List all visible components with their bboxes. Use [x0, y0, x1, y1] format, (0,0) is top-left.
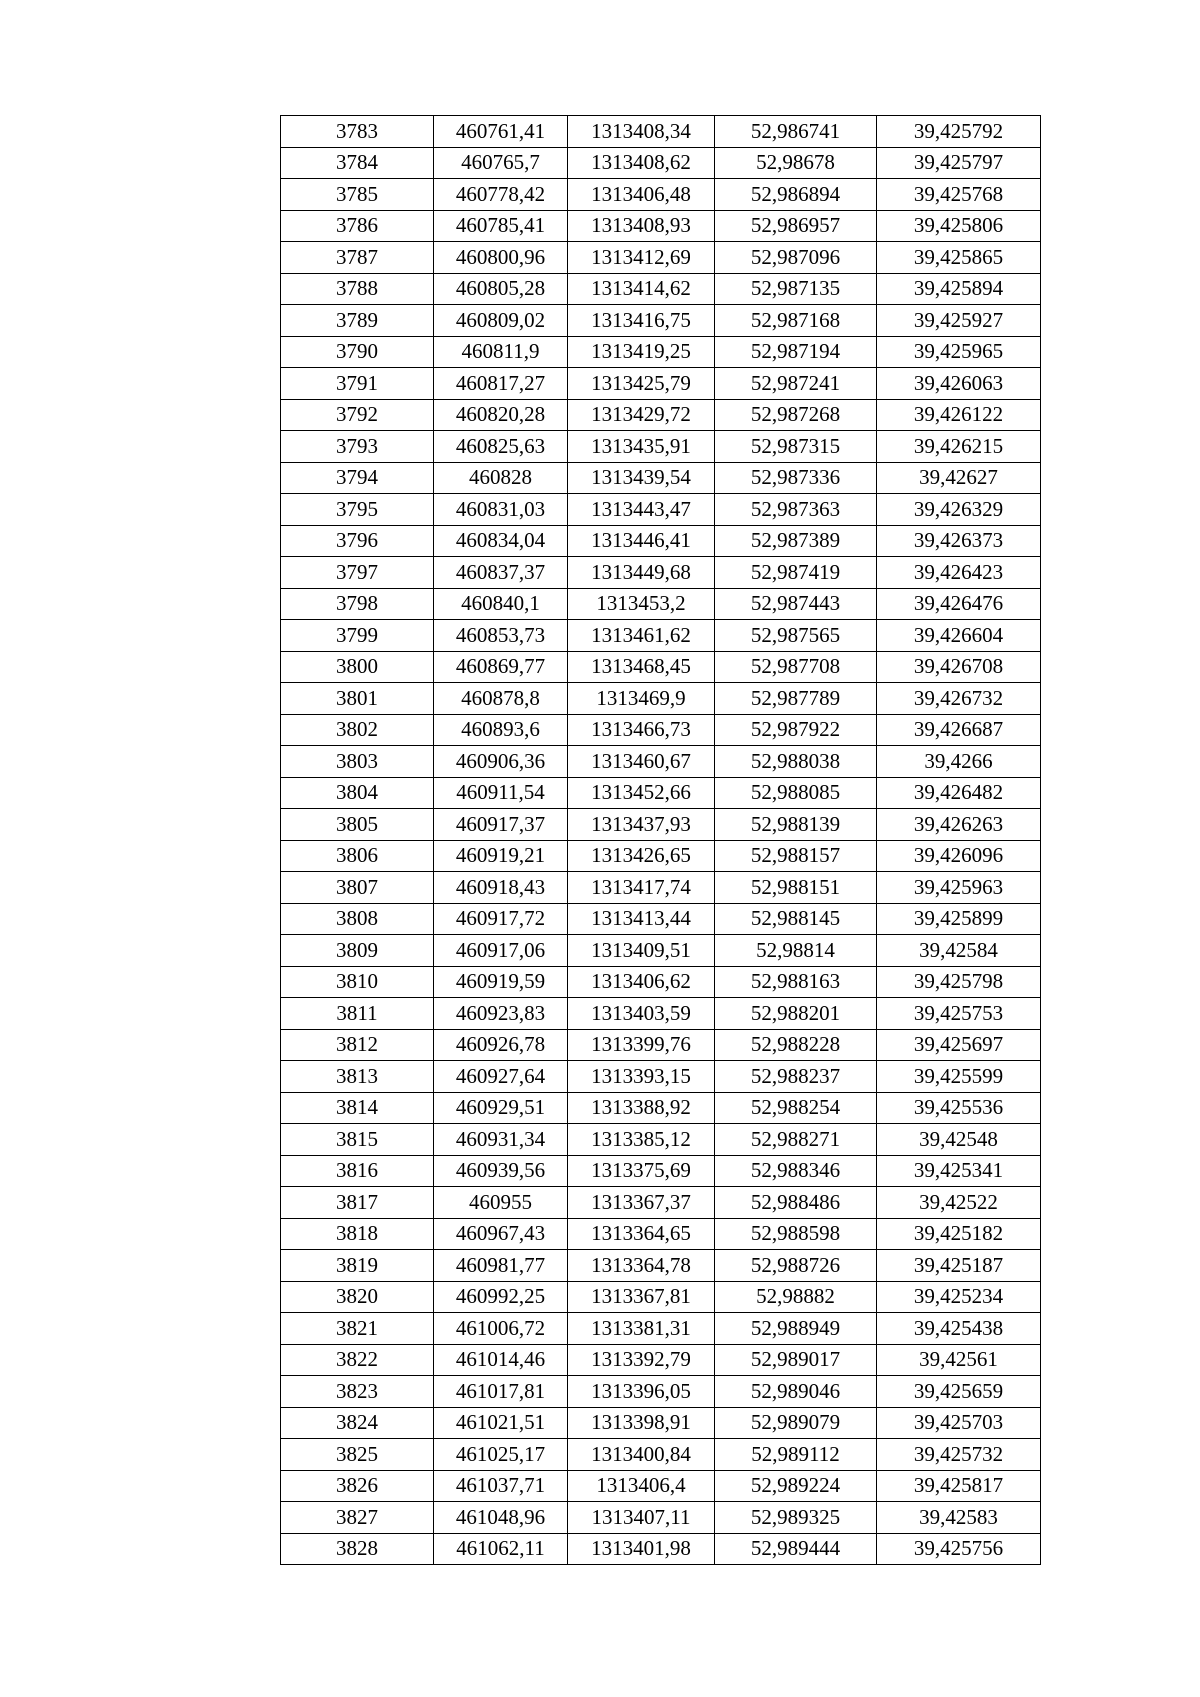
table-row — [281, 903, 1041, 935]
x-coordinate-cell: 460785,41 — [434, 210, 568, 242]
longitude-cell: 39,425768 — [877, 179, 1041, 211]
table-row — [281, 368, 1041, 400]
y-coordinate-cell: 1313425,79 — [568, 368, 715, 400]
longitude-cell: 39,425806 — [877, 210, 1041, 242]
table-row — [281, 1124, 1041, 1156]
longitude-cell: 39,425899 — [877, 903, 1041, 935]
y-coordinate-cell: 1313468,45 — [568, 651, 715, 683]
y-coordinate-cell: 1313452,66 — [568, 777, 715, 809]
y-coordinate-cell: 1313416,75 — [568, 305, 715, 337]
point-number-cell: 3824 — [281, 1407, 434, 1439]
longitude-cell: 39,425732 — [877, 1439, 1041, 1471]
point-number-cell: 3817 — [281, 1187, 434, 1219]
point-number-cell: 3825 — [281, 1439, 434, 1471]
latitude-cell: 52,988228 — [715, 1029, 877, 1061]
x-coordinate-cell: 460761,41 — [434, 116, 568, 148]
point-number-cell: 3803 — [281, 746, 434, 778]
point-number-cell: 3818 — [281, 1218, 434, 1250]
latitude-cell: 52,987241 — [715, 368, 877, 400]
x-coordinate-cell: 460834,04 — [434, 525, 568, 557]
y-coordinate-cell: 1313443,47 — [568, 494, 715, 526]
y-coordinate-cell: 1313375,69 — [568, 1155, 715, 1187]
longitude-cell: 39,426329 — [877, 494, 1041, 526]
table-row — [281, 336, 1041, 368]
latitude-cell: 52,988598 — [715, 1218, 877, 1250]
table-row — [281, 620, 1041, 652]
y-coordinate-cell: 1313407,11 — [568, 1502, 715, 1534]
longitude-cell: 39,426423 — [877, 557, 1041, 589]
longitude-cell: 39,42627 — [877, 462, 1041, 494]
point-number-cell: 3795 — [281, 494, 434, 526]
table-row — [281, 1187, 1041, 1219]
latitude-cell: 52,98814 — [715, 935, 877, 967]
point-number-cell: 3819 — [281, 1250, 434, 1282]
y-coordinate-cell: 1313435,91 — [568, 431, 715, 463]
x-coordinate-cell: 461006,72 — [434, 1313, 568, 1345]
x-coordinate-cell: 460992,25 — [434, 1281, 568, 1313]
latitude-cell: 52,987096 — [715, 242, 877, 274]
x-coordinate-cell: 460955 — [434, 1187, 568, 1219]
point-number-cell: 3810 — [281, 966, 434, 998]
y-coordinate-cell: 1313367,37 — [568, 1187, 715, 1219]
x-coordinate-cell: 461048,96 — [434, 1502, 568, 1534]
latitude-cell: 52,987708 — [715, 651, 877, 683]
y-coordinate-cell: 1313399,76 — [568, 1029, 715, 1061]
coordinates-table-body — [281, 116, 1041, 1565]
longitude-cell: 39,425438 — [877, 1313, 1041, 1345]
latitude-cell: 52,987168 — [715, 305, 877, 337]
latitude-cell: 52,988346 — [715, 1155, 877, 1187]
y-coordinate-cell: 1313461,62 — [568, 620, 715, 652]
point-number-cell: 3814 — [281, 1092, 434, 1124]
point-number-cell: 3790 — [281, 336, 434, 368]
y-coordinate-cell: 1313426,65 — [568, 840, 715, 872]
point-number-cell: 3796 — [281, 525, 434, 557]
point-number-cell: 3788 — [281, 273, 434, 305]
y-coordinate-cell: 1313406,4 — [568, 1470, 715, 1502]
latitude-cell: 52,98882 — [715, 1281, 877, 1313]
latitude-cell: 52,987389 — [715, 525, 877, 557]
latitude-cell: 52,988486 — [715, 1187, 877, 1219]
x-coordinate-cell: 460926,78 — [434, 1029, 568, 1061]
table-row — [281, 1029, 1041, 1061]
table-row — [281, 966, 1041, 998]
point-number-cell: 3794 — [281, 462, 434, 494]
point-number-cell: 3812 — [281, 1029, 434, 1061]
latitude-cell: 52,987363 — [715, 494, 877, 526]
longitude-cell: 39,425798 — [877, 966, 1041, 998]
point-number-cell: 3813 — [281, 1061, 434, 1093]
table-row — [281, 1344, 1041, 1376]
table-row — [281, 525, 1041, 557]
point-number-cell: 3789 — [281, 305, 434, 337]
latitude-cell: 52,989444 — [715, 1533, 877, 1565]
longitude-cell: 39,426482 — [877, 777, 1041, 809]
y-coordinate-cell: 1313396,05 — [568, 1376, 715, 1408]
table-row — [281, 1313, 1041, 1345]
y-coordinate-cell: 1313406,62 — [568, 966, 715, 998]
y-coordinate-cell: 1313417,74 — [568, 872, 715, 904]
x-coordinate-cell: 460837,37 — [434, 557, 568, 589]
x-coordinate-cell: 460825,63 — [434, 431, 568, 463]
x-coordinate-cell: 460939,56 — [434, 1155, 568, 1187]
longitude-cell: 39,426708 — [877, 651, 1041, 683]
point-number-cell: 3799 — [281, 620, 434, 652]
table-row — [281, 273, 1041, 305]
latitude-cell: 52,987268 — [715, 399, 877, 431]
latitude-cell: 52,989017 — [715, 1344, 877, 1376]
table-row — [281, 1061, 1041, 1093]
longitude-cell: 39,426263 — [877, 809, 1041, 841]
x-coordinate-cell: 460778,42 — [434, 179, 568, 211]
point-number-cell: 3804 — [281, 777, 434, 809]
y-coordinate-cell: 1313406,48 — [568, 179, 715, 211]
x-coordinate-cell: 461062,11 — [434, 1533, 568, 1565]
point-number-cell: 3793 — [281, 431, 434, 463]
point-number-cell: 3828 — [281, 1533, 434, 1565]
table-row — [281, 1502, 1041, 1534]
table-row — [281, 1439, 1041, 1471]
y-coordinate-cell: 1313367,81 — [568, 1281, 715, 1313]
table-row — [281, 210, 1041, 242]
point-number-cell: 3783 — [281, 116, 434, 148]
point-number-cell: 3798 — [281, 588, 434, 620]
longitude-cell: 39,42548 — [877, 1124, 1041, 1156]
table-row — [281, 116, 1041, 148]
latitude-cell: 52,987194 — [715, 336, 877, 368]
x-coordinate-cell: 460878,8 — [434, 683, 568, 715]
latitude-cell: 52,988038 — [715, 746, 877, 778]
table-row — [281, 1155, 1041, 1187]
table-row — [281, 462, 1041, 494]
point-number-cell: 3802 — [281, 714, 434, 746]
x-coordinate-cell: 460840,1 — [434, 588, 568, 620]
x-coordinate-cell: 461017,81 — [434, 1376, 568, 1408]
latitude-cell: 52,988201 — [715, 998, 877, 1030]
latitude-cell: 52,987419 — [715, 557, 877, 589]
table-row — [281, 399, 1041, 431]
x-coordinate-cell: 460811,9 — [434, 336, 568, 368]
point-number-cell: 3827 — [281, 1502, 434, 1534]
y-coordinate-cell: 1313388,92 — [568, 1092, 715, 1124]
point-number-cell: 3786 — [281, 210, 434, 242]
latitude-cell: 52,988163 — [715, 966, 877, 998]
longitude-cell: 39,426604 — [877, 620, 1041, 652]
y-coordinate-cell: 1313414,62 — [568, 273, 715, 305]
latitude-cell: 52,989325 — [715, 1502, 877, 1534]
latitude-cell: 52,986741 — [715, 116, 877, 148]
point-number-cell: 3811 — [281, 998, 434, 1030]
latitude-cell: 52,988726 — [715, 1250, 877, 1282]
longitude-cell: 39,426096 — [877, 840, 1041, 872]
longitude-cell: 39,425792 — [877, 116, 1041, 148]
latitude-cell: 52,987565 — [715, 620, 877, 652]
x-coordinate-cell: 460918,43 — [434, 872, 568, 904]
longitude-cell: 39,425965 — [877, 336, 1041, 368]
table-row — [281, 746, 1041, 778]
point-number-cell: 3787 — [281, 242, 434, 274]
y-coordinate-cell: 1313364,65 — [568, 1218, 715, 1250]
longitude-cell: 39,425756 — [877, 1533, 1041, 1565]
table-row — [281, 242, 1041, 274]
x-coordinate-cell: 461037,71 — [434, 1470, 568, 1502]
y-coordinate-cell: 1313419,25 — [568, 336, 715, 368]
latitude-cell: 52,987922 — [715, 714, 877, 746]
x-coordinate-cell: 460911,54 — [434, 777, 568, 809]
y-coordinate-cell: 1313403,59 — [568, 998, 715, 1030]
table-row — [281, 557, 1041, 589]
table-row — [281, 809, 1041, 841]
longitude-cell: 39,425599 — [877, 1061, 1041, 1093]
table-row — [281, 588, 1041, 620]
table-row — [281, 305, 1041, 337]
x-coordinate-cell: 460805,28 — [434, 273, 568, 305]
table-row — [281, 1376, 1041, 1408]
y-coordinate-cell: 1313439,54 — [568, 462, 715, 494]
y-coordinate-cell: 1313408,62 — [568, 147, 715, 179]
latitude-cell: 52,987336 — [715, 462, 877, 494]
latitude-cell: 52,988139 — [715, 809, 877, 841]
longitude-cell: 39,425182 — [877, 1218, 1041, 1250]
point-number-cell: 3816 — [281, 1155, 434, 1187]
y-coordinate-cell: 1313408,34 — [568, 116, 715, 148]
latitude-cell: 52,988949 — [715, 1313, 877, 1345]
latitude-cell: 52,987789 — [715, 683, 877, 715]
longitude-cell: 39,42561 — [877, 1344, 1041, 1376]
table-row — [281, 872, 1041, 904]
x-coordinate-cell: 460917,72 — [434, 903, 568, 935]
longitude-cell: 39,425963 — [877, 872, 1041, 904]
x-coordinate-cell: 460828 — [434, 462, 568, 494]
longitude-cell: 39,425697 — [877, 1029, 1041, 1061]
x-coordinate-cell: 460906,36 — [434, 746, 568, 778]
point-number-cell: 3807 — [281, 872, 434, 904]
y-coordinate-cell: 1313453,2 — [568, 588, 715, 620]
y-coordinate-cell: 1313392,79 — [568, 1344, 715, 1376]
longitude-cell: 39,425817 — [877, 1470, 1041, 1502]
longitude-cell: 39,425187 — [877, 1250, 1041, 1282]
y-coordinate-cell: 1313400,84 — [568, 1439, 715, 1471]
latitude-cell: 52,98678 — [715, 147, 877, 179]
x-coordinate-cell: 460919,21 — [434, 840, 568, 872]
x-coordinate-cell: 460820,28 — [434, 399, 568, 431]
latitude-cell: 52,988085 — [715, 777, 877, 809]
table-row — [281, 683, 1041, 715]
x-coordinate-cell: 460917,37 — [434, 809, 568, 841]
latitude-cell: 52,988157 — [715, 840, 877, 872]
table-row — [281, 1250, 1041, 1282]
point-number-cell: 3805 — [281, 809, 434, 841]
table-row — [281, 1218, 1041, 1250]
coordinates-table — [280, 115, 1041, 1565]
longitude-cell: 39,426122 — [877, 399, 1041, 431]
longitude-cell: 39,4266 — [877, 746, 1041, 778]
x-coordinate-cell: 460923,83 — [434, 998, 568, 1030]
longitude-cell: 39,426063 — [877, 368, 1041, 400]
table-row — [281, 494, 1041, 526]
longitude-cell: 39,425536 — [877, 1092, 1041, 1124]
longitude-cell: 39,426373 — [877, 525, 1041, 557]
longitude-cell: 39,42522 — [877, 1187, 1041, 1219]
x-coordinate-cell: 460800,96 — [434, 242, 568, 274]
longitude-cell: 39,42583 — [877, 1502, 1041, 1534]
y-coordinate-cell: 1313393,15 — [568, 1061, 715, 1093]
longitude-cell: 39,425797 — [877, 147, 1041, 179]
x-coordinate-cell: 460927,64 — [434, 1061, 568, 1093]
x-coordinate-cell: 460869,77 — [434, 651, 568, 683]
y-coordinate-cell: 1313409,51 — [568, 935, 715, 967]
longitude-cell: 39,425894 — [877, 273, 1041, 305]
point-number-cell: 3791 — [281, 368, 434, 400]
point-number-cell: 3797 — [281, 557, 434, 589]
table-row — [281, 714, 1041, 746]
y-coordinate-cell: 1313413,44 — [568, 903, 715, 935]
y-coordinate-cell: 1313398,91 — [568, 1407, 715, 1439]
table-row — [281, 840, 1041, 872]
x-coordinate-cell: 461025,17 — [434, 1439, 568, 1471]
longitude-cell: 39,426732 — [877, 683, 1041, 715]
x-coordinate-cell: 460929,51 — [434, 1092, 568, 1124]
table-row — [281, 1533, 1041, 1565]
point-number-cell: 3823 — [281, 1376, 434, 1408]
point-number-cell: 3826 — [281, 1470, 434, 1502]
x-coordinate-cell: 460931,34 — [434, 1124, 568, 1156]
table-row — [281, 147, 1041, 179]
table-row — [281, 777, 1041, 809]
x-coordinate-cell: 460893,6 — [434, 714, 568, 746]
longitude-cell: 39,425753 — [877, 998, 1041, 1030]
latitude-cell: 52,988151 — [715, 872, 877, 904]
table-row — [281, 179, 1041, 211]
latitude-cell: 52,988254 — [715, 1092, 877, 1124]
longitude-cell: 39,425703 — [877, 1407, 1041, 1439]
point-number-cell: 3800 — [281, 651, 434, 683]
latitude-cell: 52,989079 — [715, 1407, 877, 1439]
y-coordinate-cell: 1313449,68 — [568, 557, 715, 589]
y-coordinate-cell: 1313466,73 — [568, 714, 715, 746]
x-coordinate-cell: 460967,43 — [434, 1218, 568, 1250]
y-coordinate-cell: 1313469,9 — [568, 683, 715, 715]
x-coordinate-cell: 460765,7 — [434, 147, 568, 179]
table-row — [281, 1092, 1041, 1124]
latitude-cell: 52,989112 — [715, 1439, 877, 1471]
point-number-cell: 3784 — [281, 147, 434, 179]
longitude-cell: 39,426476 — [877, 588, 1041, 620]
x-coordinate-cell: 460853,73 — [434, 620, 568, 652]
latitude-cell: 52,986957 — [715, 210, 877, 242]
longitude-cell: 39,425234 — [877, 1281, 1041, 1313]
point-number-cell: 3785 — [281, 179, 434, 211]
y-coordinate-cell: 1313437,93 — [568, 809, 715, 841]
longitude-cell: 39,42584 — [877, 935, 1041, 967]
latitude-cell: 52,989046 — [715, 1376, 877, 1408]
longitude-cell: 39,426215 — [877, 431, 1041, 463]
table-row — [281, 1281, 1041, 1313]
x-coordinate-cell: 460809,02 — [434, 305, 568, 337]
latitude-cell: 52,987135 — [715, 273, 877, 305]
latitude-cell: 52,988237 — [715, 1061, 877, 1093]
point-number-cell: 3809 — [281, 935, 434, 967]
y-coordinate-cell: 1313364,78 — [568, 1250, 715, 1282]
y-coordinate-cell: 1313412,69 — [568, 242, 715, 274]
y-coordinate-cell: 1313446,41 — [568, 525, 715, 557]
y-coordinate-cell: 1313385,12 — [568, 1124, 715, 1156]
x-coordinate-cell: 461014,46 — [434, 1344, 568, 1376]
point-number-cell: 3822 — [281, 1344, 434, 1376]
latitude-cell: 52,987443 — [715, 588, 877, 620]
latitude-cell: 52,988145 — [715, 903, 877, 935]
table-row — [281, 651, 1041, 683]
longitude-cell: 39,425927 — [877, 305, 1041, 337]
table-row — [281, 935, 1041, 967]
table-row — [281, 998, 1041, 1030]
table-row — [281, 431, 1041, 463]
x-coordinate-cell: 460817,27 — [434, 368, 568, 400]
longitude-cell: 39,425865 — [877, 242, 1041, 274]
x-coordinate-cell: 460831,03 — [434, 494, 568, 526]
x-coordinate-cell: 460919,59 — [434, 966, 568, 998]
y-coordinate-cell: 1313381,31 — [568, 1313, 715, 1345]
point-number-cell: 3820 — [281, 1281, 434, 1313]
x-coordinate-cell: 460917,06 — [434, 935, 568, 967]
latitude-cell: 52,989224 — [715, 1470, 877, 1502]
x-coordinate-cell: 461021,51 — [434, 1407, 568, 1439]
point-number-cell: 3821 — [281, 1313, 434, 1345]
latitude-cell: 52,988271 — [715, 1124, 877, 1156]
longitude-cell: 39,425659 — [877, 1376, 1041, 1408]
point-number-cell: 3792 — [281, 399, 434, 431]
point-number-cell: 3801 — [281, 683, 434, 715]
point-number-cell: 3808 — [281, 903, 434, 935]
y-coordinate-cell: 1313460,67 — [568, 746, 715, 778]
point-number-cell: 3815 — [281, 1124, 434, 1156]
latitude-cell: 52,987315 — [715, 431, 877, 463]
table-row — [281, 1470, 1041, 1502]
y-coordinate-cell: 1313429,72 — [568, 399, 715, 431]
longitude-cell: 39,426687 — [877, 714, 1041, 746]
latitude-cell: 52,986894 — [715, 179, 877, 211]
y-coordinate-cell: 1313408,93 — [568, 210, 715, 242]
table-row — [281, 1407, 1041, 1439]
point-number-cell: 3806 — [281, 840, 434, 872]
longitude-cell: 39,425341 — [877, 1155, 1041, 1187]
x-coordinate-cell: 460981,77 — [434, 1250, 568, 1282]
y-coordinate-cell: 1313401,98 — [568, 1533, 715, 1565]
